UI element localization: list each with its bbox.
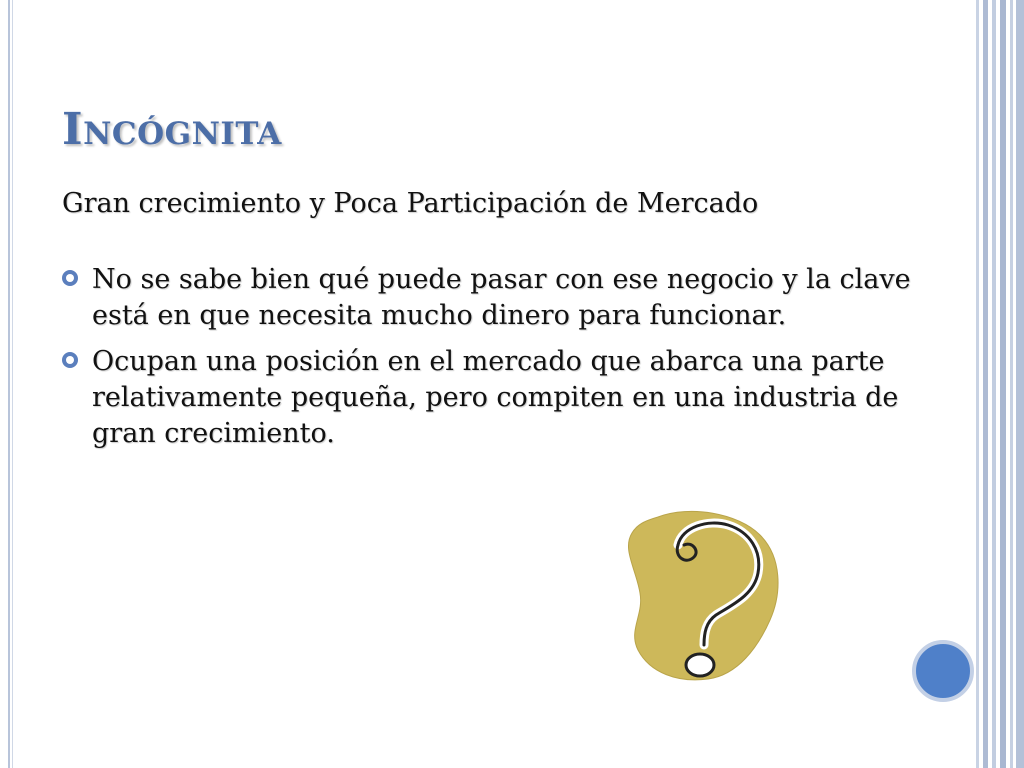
bullet-item — [62, 262, 932, 334]
left-edge-line — [12, 0, 13, 768]
blue-circle-icon — [912, 640, 974, 702]
right-edge-stripe — [1016, 0, 1024, 768]
slide-subtitle: Gran crecimiento y Poca Participación de Mercado — [62, 188, 759, 219]
bullet-text: No se sabe bien qué puede pasar con ese negocio y la clave está en que necesita mucho dinero para funcionar. — [92, 264, 911, 331]
right-edge-stripe — [1010, 0, 1013, 768]
left-edge-line — [8, 0, 10, 768]
question-mark-dot — [686, 654, 714, 676]
right-edge-stripe — [1000, 0, 1006, 768]
question-mark-icon — [620, 505, 785, 685]
circle-bullet-icon — [62, 270, 78, 286]
bullet-item — [62, 344, 932, 452]
right-edge-stripe — [976, 0, 979, 768]
circle-bullet-icon — [62, 352, 78, 368]
bullet-text: Ocupan una posición en el mercado que abarca una parte relativamente pequeña, pero compiten en una industria de gran crecimiento. — [92, 346, 899, 449]
right-edge-stripe — [983, 0, 988, 768]
slide-title: Incógnita — [62, 104, 282, 155]
right-edge-stripe — [992, 0, 996, 768]
bullet-list — [62, 262, 932, 462]
